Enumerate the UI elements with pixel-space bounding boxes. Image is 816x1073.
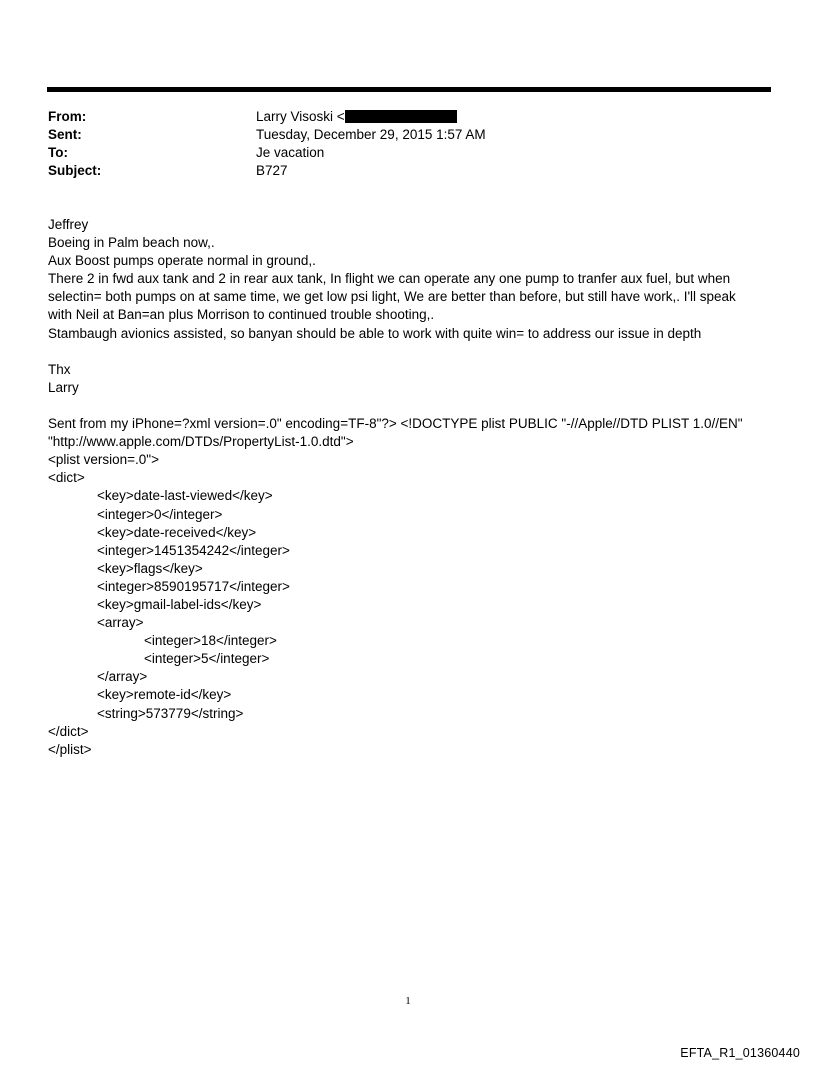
from-name: Larry Visoski < [256, 109, 345, 124]
body-line: Aux Boost pumps operate normal in ground,. [48, 253, 316, 269]
plist-open: <plist version=.0"> [48, 452, 159, 468]
subject-label: Subject: [48, 163, 102, 178]
sent-label: Sent: [48, 127, 82, 142]
blank-line [48, 397, 748, 415]
body-line: Stambaugh avionics assisted, so banyan should be able to work with quite win= to address our issue in depth [48, 325, 702, 341]
plist-string: <string>573779</string> [97, 705, 244, 721]
blank-line [48, 343, 748, 361]
plist-array-integer: <integer>18</integer> [144, 633, 277, 649]
signature: Larry [48, 379, 79, 395]
sent-row [48, 126, 486, 144]
to-row [48, 144, 486, 162]
subject-value: B727 [256, 163, 288, 178]
from-value [256, 108, 457, 126]
plist-integer: <integer>8590195717</integer> [97, 578, 290, 594]
thanks-line: Thx [48, 361, 71, 377]
subject-row [48, 162, 486, 180]
email-body [48, 216, 748, 759]
bates-number: EFTA_R1_01360440 [680, 1046, 800, 1060]
redaction-box [345, 110, 457, 123]
email-header [48, 108, 486, 180]
plist-integer: <integer>1451354242</integer> [97, 542, 290, 558]
greeting: Jeffrey [48, 217, 89, 232]
plist-key: <key>date-received</key> [97, 524, 257, 540]
plist-array-close: </array> [97, 669, 148, 685]
body-paragraph: There 2 in fwd aux tank and 2 in rear aux tank, In flight we can operate any one pump to tranfer aux fuel, but when selectin= both pumps on at same time, we get low psi light, We are better than before, but still have work,. I'll speak with Neil at Ban=an plus Morrison to continued trouble shooting,. [48, 271, 736, 323]
plist-key: <key>remote-id</key> [97, 687, 232, 703]
dict-close: </dict> [48, 723, 89, 739]
plist-key: <key>flags</key> [97, 560, 203, 576]
to-value: Je vacation [256, 145, 325, 160]
plist-integer: <integer>0</integer> [97, 506, 223, 522]
sent-from-line: Sent from my iPhone=?xml version=.0" encoding=TF-8"?> <!DOCTYPE plist PUBLIC "-//Apple//DTD PLIST 1.0//EN" "http://www.apple.com/DTDs/PropertyList-1.0.dtd"> [48, 416, 743, 450]
from-label: From: [48, 109, 87, 124]
plist-array-integer: <integer>5</integer> [144, 651, 270, 667]
to-label: To: [48, 145, 68, 160]
body-line: Boeing in Palm beach now,. [48, 235, 215, 251]
plist-close: </plist> [48, 741, 92, 757]
sent-value: Tuesday, December 29, 2015 1:57 AM [256, 127, 486, 142]
plist-array-open: <array> [97, 615, 144, 631]
header-divider [47, 87, 771, 92]
page-number: 1 [405, 995, 411, 1007]
dict-open: <dict> [48, 470, 85, 486]
plist-key: <key>gmail-label-ids</key> [97, 596, 262, 612]
from-row [48, 108, 486, 126]
plist-key: <key>date-last-viewed</key> [97, 488, 273, 504]
